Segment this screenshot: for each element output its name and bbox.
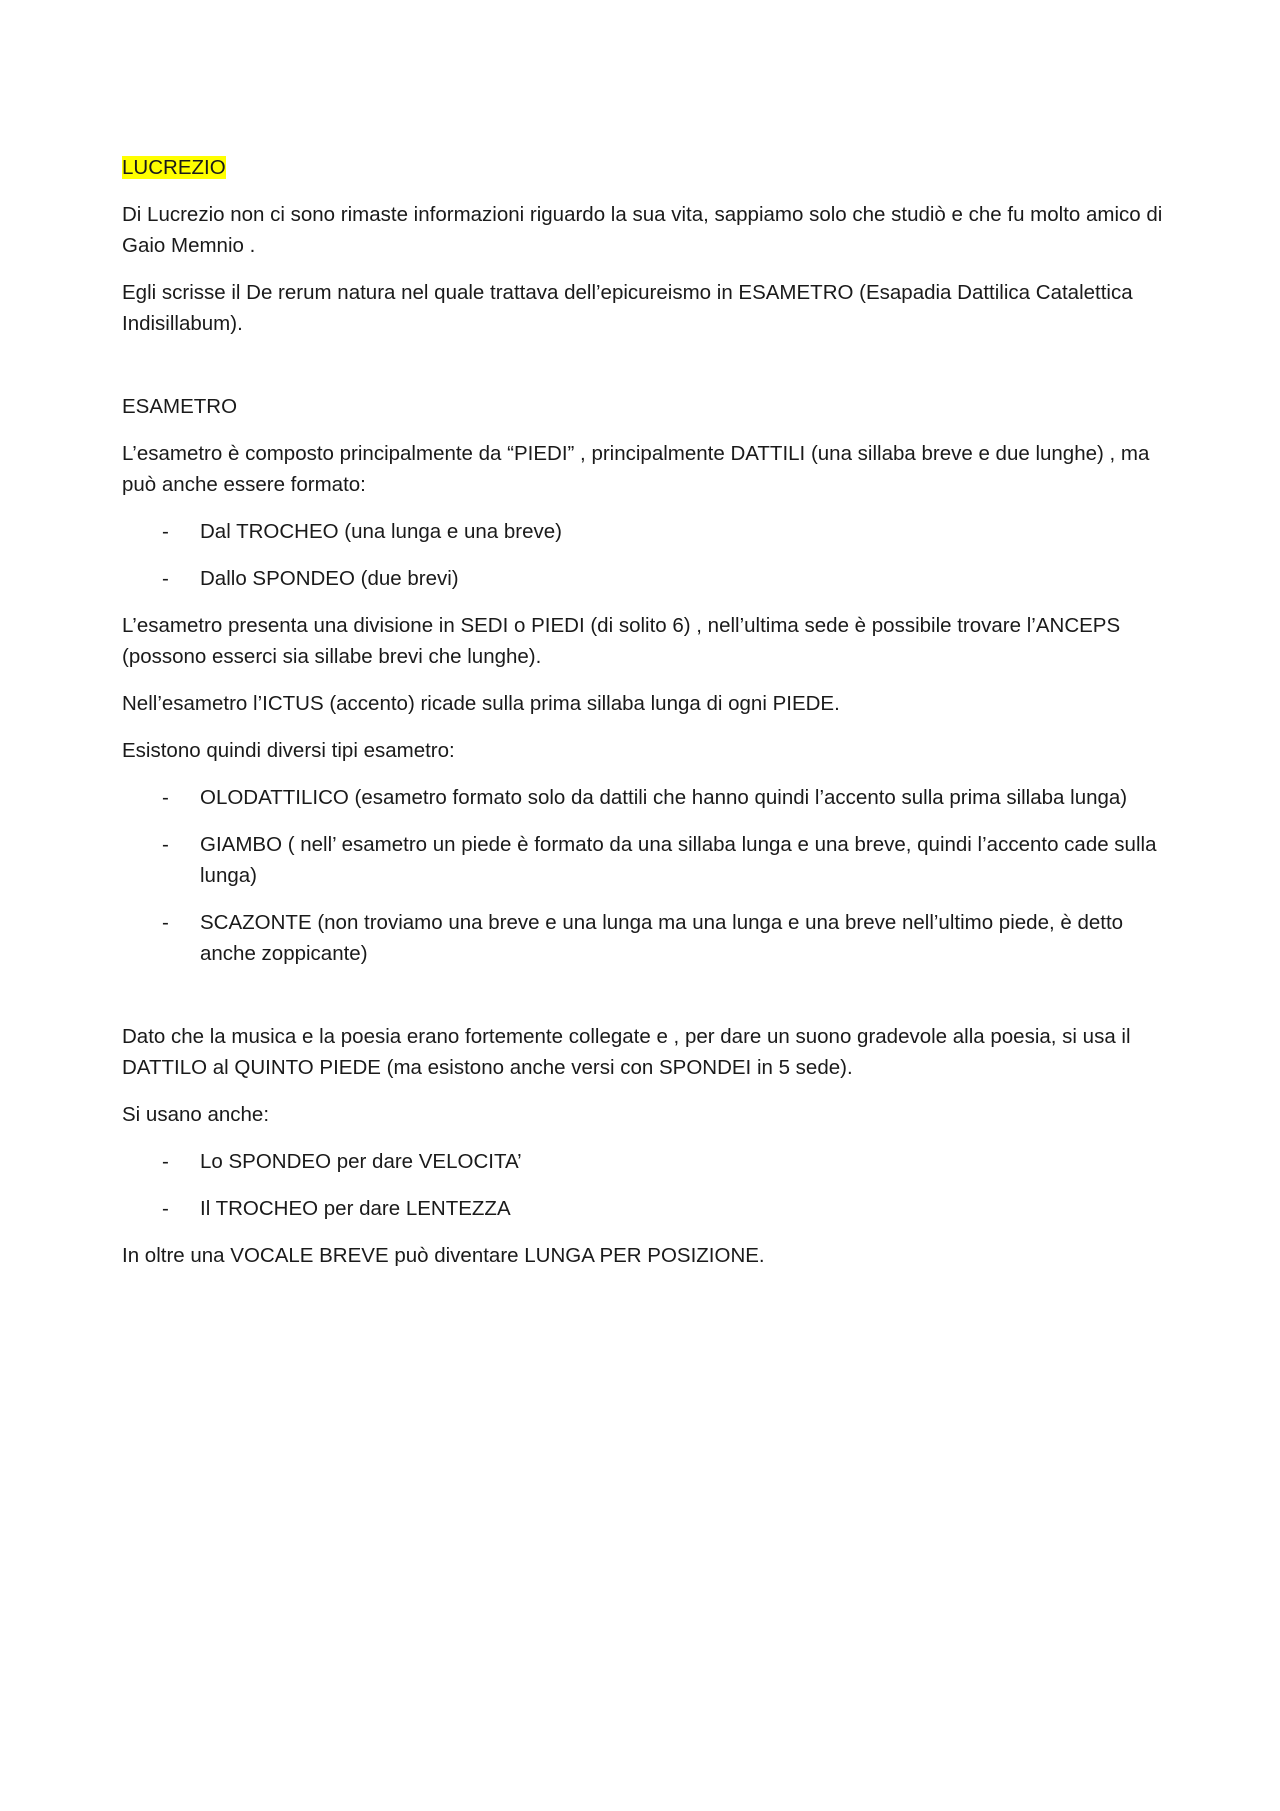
tipi-paragraph: Esistono quindi diversi tipi esametro: — [122, 739, 455, 762]
document-title — [122, 152, 1172, 183]
list-item-text: SCAZONTE (non troviamo una breve e una lunga ma una lunga e una breve nell’ultimo piede, è detto anche zoppicante) — [200, 911, 1124, 965]
dash-bullet: - — [162, 1150, 169, 1173]
dash-bullet: - — [162, 1197, 169, 1220]
list-item-text: OLODATTILICO (esametro formato solo da dattili che hanno quindi l’accento sulla prima sillaba lunga) — [200, 786, 1128, 809]
final-paragraph: In oltre una VOCALE BREVE può diventare LUNGA PER POSIZIONE. — [122, 1244, 765, 1267]
list-item — [122, 907, 1172, 969]
list-item-text: Il TROCHEO per dare LENTEZZA — [200, 1197, 511, 1220]
formato-list — [122, 516, 1172, 594]
dash-bullet: - — [162, 911, 169, 934]
usano-paragraph: Si usano anche: — [122, 1103, 270, 1126]
list-item-text: Dal TROCHEO (una lunga e una breve) — [200, 520, 562, 543]
esametro-intro-paragraph: L’esametro è composto principalmente da “PIEDI” , principalmente DATTILI (una sillaba breve e due lunghe) , ma può anche essere formato: — [122, 442, 1150, 496]
tipi-list — [122, 782, 1172, 969]
usano-list — [122, 1146, 1172, 1224]
list-item — [122, 1146, 1172, 1177]
list-item-text: Dallo SPONDEO (due brevi) — [200, 567, 459, 590]
dash-bullet: - — [162, 520, 169, 543]
ictus-paragraph: Nell’esametro l’ICTUS (accento) ricade sulla prima sillaba lunga di ogni PIEDE. — [122, 692, 840, 715]
list-item-text: GIAMBO ( nell’ esametro un piede è formato da una sillaba lunga e una breve, quindi l’accento cade sulla lunga) — [200, 833, 1157, 887]
highlighted-title-text: LUCREZIO — [122, 156, 226, 179]
section-heading-esametro: ESAMETRO — [122, 395, 238, 418]
list-item-text: Lo SPONDEO per dare VELOCITA’ — [200, 1150, 522, 1173]
list-item — [122, 563, 1172, 594]
musica-paragraph: Dato che la musica e la poesia erano fortemente collegate e , per dare un suono gradevole alla poesia, si usa il DATTILO al QUINTO PIEDE (ma esistono anche versi con SPONDEI in 5 sede). — [122, 1025, 1131, 1079]
intro-paragraph: Egli scrisse il De rerum natura nel quale trattava dell’epicureismo in ESAMETRO (Esapadia Dattilica Catalettica Indisillabum). — [122, 281, 1133, 335]
dash-bullet: - — [162, 833, 169, 856]
sedi-paragraph: L’esametro presenta una divisione in SEDI o PIEDI (di solito 6) , nell’ultima sede è possibile trovare l’ANCEPS (possono esserci sia sillabe brevi che lunghe). — [122, 614, 1121, 668]
list-item — [122, 829, 1172, 891]
list-item — [122, 1193, 1172, 1224]
intro-paragraph: Di Lucrezio non ci sono rimaste informazioni riguardo la sua vita, sappiamo solo che studiò e che fu molto amico di Gaio Memnio . — [122, 203, 1163, 257]
list-item — [122, 782, 1172, 813]
dash-bullet: - — [162, 567, 169, 590]
list-item — [122, 516, 1172, 547]
dash-bullet: - — [162, 786, 169, 809]
document-body — [122, 152, 1172, 1287]
